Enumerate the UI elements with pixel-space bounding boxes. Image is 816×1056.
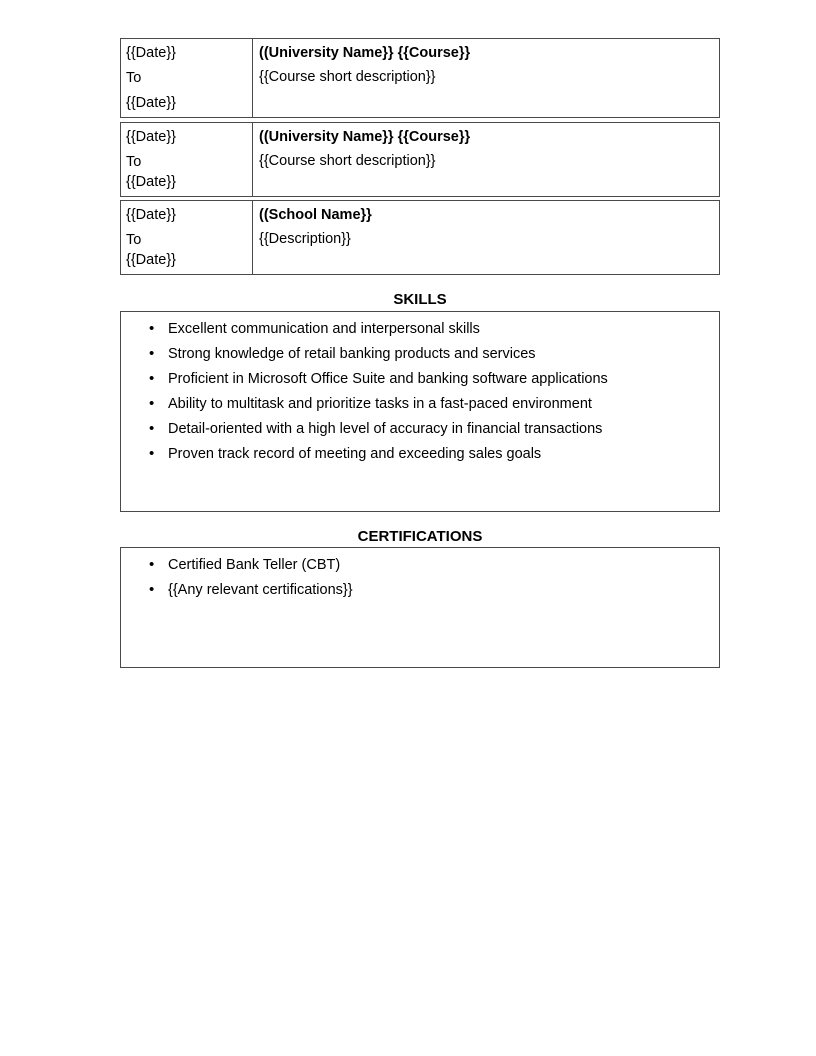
date-range-cell [121,123,253,196]
skill-item: • Strong knowledge of retail banking products and services [121,344,719,364]
education-title: ((University Name}} {{Course}} [259,129,471,145]
date-to: {{Date}} [126,174,176,190]
date-to: {{Date}} [126,252,176,268]
education-detail-cell [253,201,719,274]
skill-item: • Proficient in Microsoft Office Suite and banking software applications [121,369,719,389]
education-table [120,38,720,275]
to-label: To [126,70,142,86]
certifications-list [121,555,719,600]
certification-item: • Certified Bank Teller (CBT) [121,555,719,575]
date-range-cell [121,201,253,274]
skills-box [120,311,720,512]
education-description: {{Course short description}} [259,153,436,169]
to-label: To [126,232,142,248]
skill-item: • Ability to multitask and prioritize tasks in a fast-paced environment [121,394,719,414]
skill-item: • Proven track record of meeting and exceeding sales goals [121,444,719,464]
skills-section-title: SKILLS [393,291,447,308]
skill-item: • Excellent communication and interpersonal skills [121,319,719,339]
education-detail-cell [253,123,719,196]
education-row [120,38,720,118]
certifications-section-title: CERTIFICATIONS [357,528,483,545]
date-to: {{Date}} [126,95,176,111]
education-description: {{Course short description}} [259,69,436,85]
date-from: {{Date}} [126,129,176,145]
skill-item: • Detail-oriented with a high level of accuracy in financial transactions [121,419,719,439]
education-detail-cell [253,39,719,117]
to-label: To [126,154,142,170]
date-from: {{Date}} [126,45,176,61]
education-row [120,200,720,275]
education-row [120,122,720,197]
skills-list [121,319,719,464]
certification-item: • {{Any relevant certifications}} [121,580,719,600]
education-title: ((University Name}} {{Course}} [259,45,471,61]
date-from: {{Date}} [126,207,176,223]
education-description: {{Description}} [259,231,351,247]
page-content [120,38,720,668]
date-range-cell [121,39,253,117]
education-title: ((School Name}} [259,207,372,223]
certifications-box [120,547,720,668]
